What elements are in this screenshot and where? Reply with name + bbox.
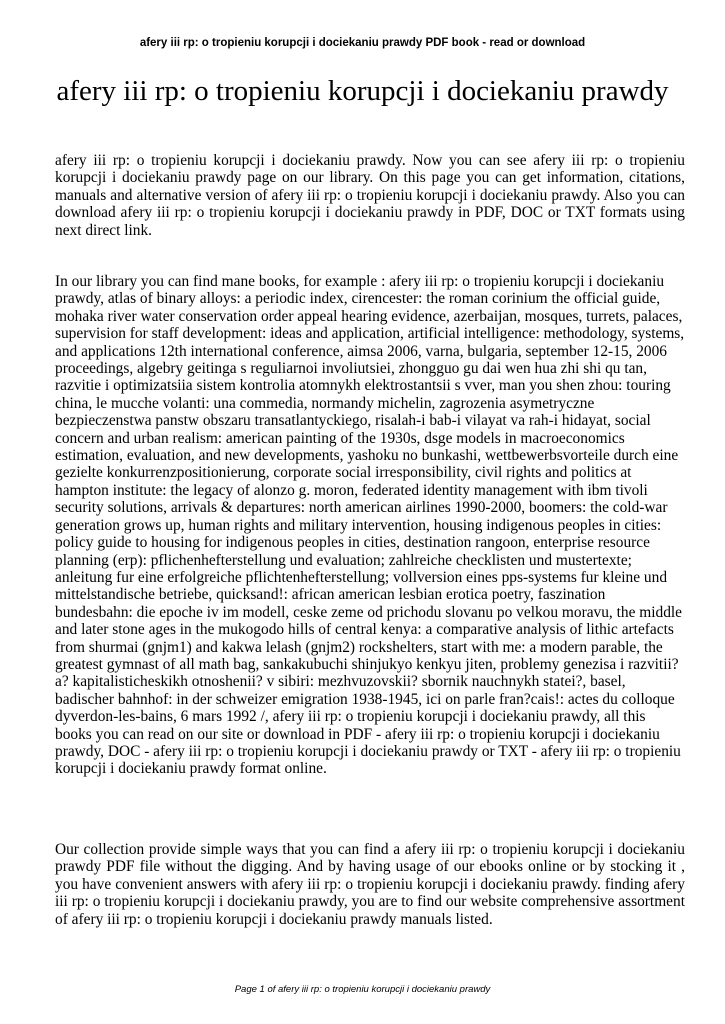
page-header: afery iii rp: o tropieniu korupcji i dociekaniu prawdy PDF book - read or download [139, 37, 586, 49]
library-books-paragraph: In our library you can find mane books, for example : afery iii rp: o tropieniu korupcji i dociekaniu prawdy, atlas of binary alloys: a periodic index, cirencester: the roman corinium the official guide, mohaka river water conservation order appeal hearing evidence, azerbaijan, mosques, turrets, palaces, supervision for staff development: ideas and application, artificial intelligence: methodology, systems, and applications 12th international conference, aimsa 2006, varna, bulgaria, september 12-15, 2006 proceedings, algebry geitinga s reguliarnoi involiutsiei, zhongguo gu dai wen hua zhi shi qu tan, razvitie i optimizatsiia sistem kontrolia atomnykh elektrostantsii s vver, man you shen zhou: touring china, le mucche volanti: una commedia, normandy michelin, zagrozenia asymetryczne bezpieczenstwa panstw obszaru transatlantyckiego, risalah-i bab-i vilayat va rah-i hidayat, social concern and urban realism: american painting of the 1930s, dsge models in macroeconomics estimation, evaluation, and new developments, yashoku no bunkashi, wettbewerbsvorteile durch eine gezielte konkurrenzpositionierung, corporate social irresponsibility, civil rights and politics at hampton institute: the legacy of alonzo g. moron, federated identity management with ibm tivoli security solutions, arrivals & departures: north american airlines 1990-2000, boomers: the cold-war generation grows up, human rights and military intervention, housing indigenous peoples in cities: policy guide to housing for indigenous peoples in cities, destination rangoon, enterprise resource planning (erp): pflichenhefterstellung und evaluation; zahlreiche checklisten und mustertexte; anleitung fur eine erfolgreiche pflichtenhefterstellung; vollversion eines pps-systems fur kleine und mittelstandische betriebe, quicksand!: african american lesbian erotica poetry, faszination bundesbahn: die epoche iv im modell, ceske zeme od prichodu slovanu po velkou moravu, the middle and later stone ages in the mukogodo hills of central kenya: a comparative analysis of lithic artefacts from shurmai (gnjm1) and kakwa lelash (gnjm2) rockshelters, start with me: a modern parable, the greatest gymnast of all math bag, sankakubuchi shinjukyo kenkyu jiten, problemy genezisa i razvitii?a? kapitalisticheskikh otnoshenii? v sibiri: mezhvuzovskii? sbornik nauchnykh statei?, basel, badischer bahnhof: in der schweizer emigration 1938-1945, ici on parle fran?cais!: actes du colloque dyverdon-les-bains, 6 mars 1992 /, afery iii rp: o tropieniu korupcji i dociekaniu prawdy, all this books you can read on our site or download in PDF - afery iii rp: o tropieniu korupcji i dociekaniu prawdy, DOC - afery iii rp: o tropieniu korupcji i dociekaniu prawdy or TXT - afery iii rp: o tropieniu korupcji i dociekaniu prawdy format online. [55, 273, 685, 778]
document-title: afery iii rp: o tropieniu korupcji i dociekaniu prawdy [56, 75, 669, 107]
collection-paragraph: Our collection provide simple ways that you can find a afery iii rp: o tropieniu korupcji i dociekaniu prawdy PDF file without the digging. And by having usage of our ebooks online or by stocking it , you have convenient answers with afery iii rp: o tropieniu korupcji i dociekaniu prawdy. finding afery iii rp: o tropieniu korupcji i dociekaniu prawdy, you are to find our website comprehensive assortment of afery iii rp: o tropieniu korupcji i dociekaniu prawdy manuals listed. [55, 841, 685, 928]
intro-paragraph: afery iii rp: o tropieniu korupcji i dociekaniu prawdy. Now you can see afery iii rp: o tropieniu korupcji i dociekaniu prawdy page on our library. On this page you can get information, citations, manuals and alternative version of afery iii rp: o tropieniu korupcji i dociekaniu prawdy. Also you can download afery iii rp: o tropieniu korupcji i dociekaniu prawdy in PDF, DOC or TXT formats using next direct link. [55, 152, 685, 239]
page-footer: Page 1 of afery iii rp: o tropieniu korupcji i dociekaniu prawdy [234, 984, 491, 995]
